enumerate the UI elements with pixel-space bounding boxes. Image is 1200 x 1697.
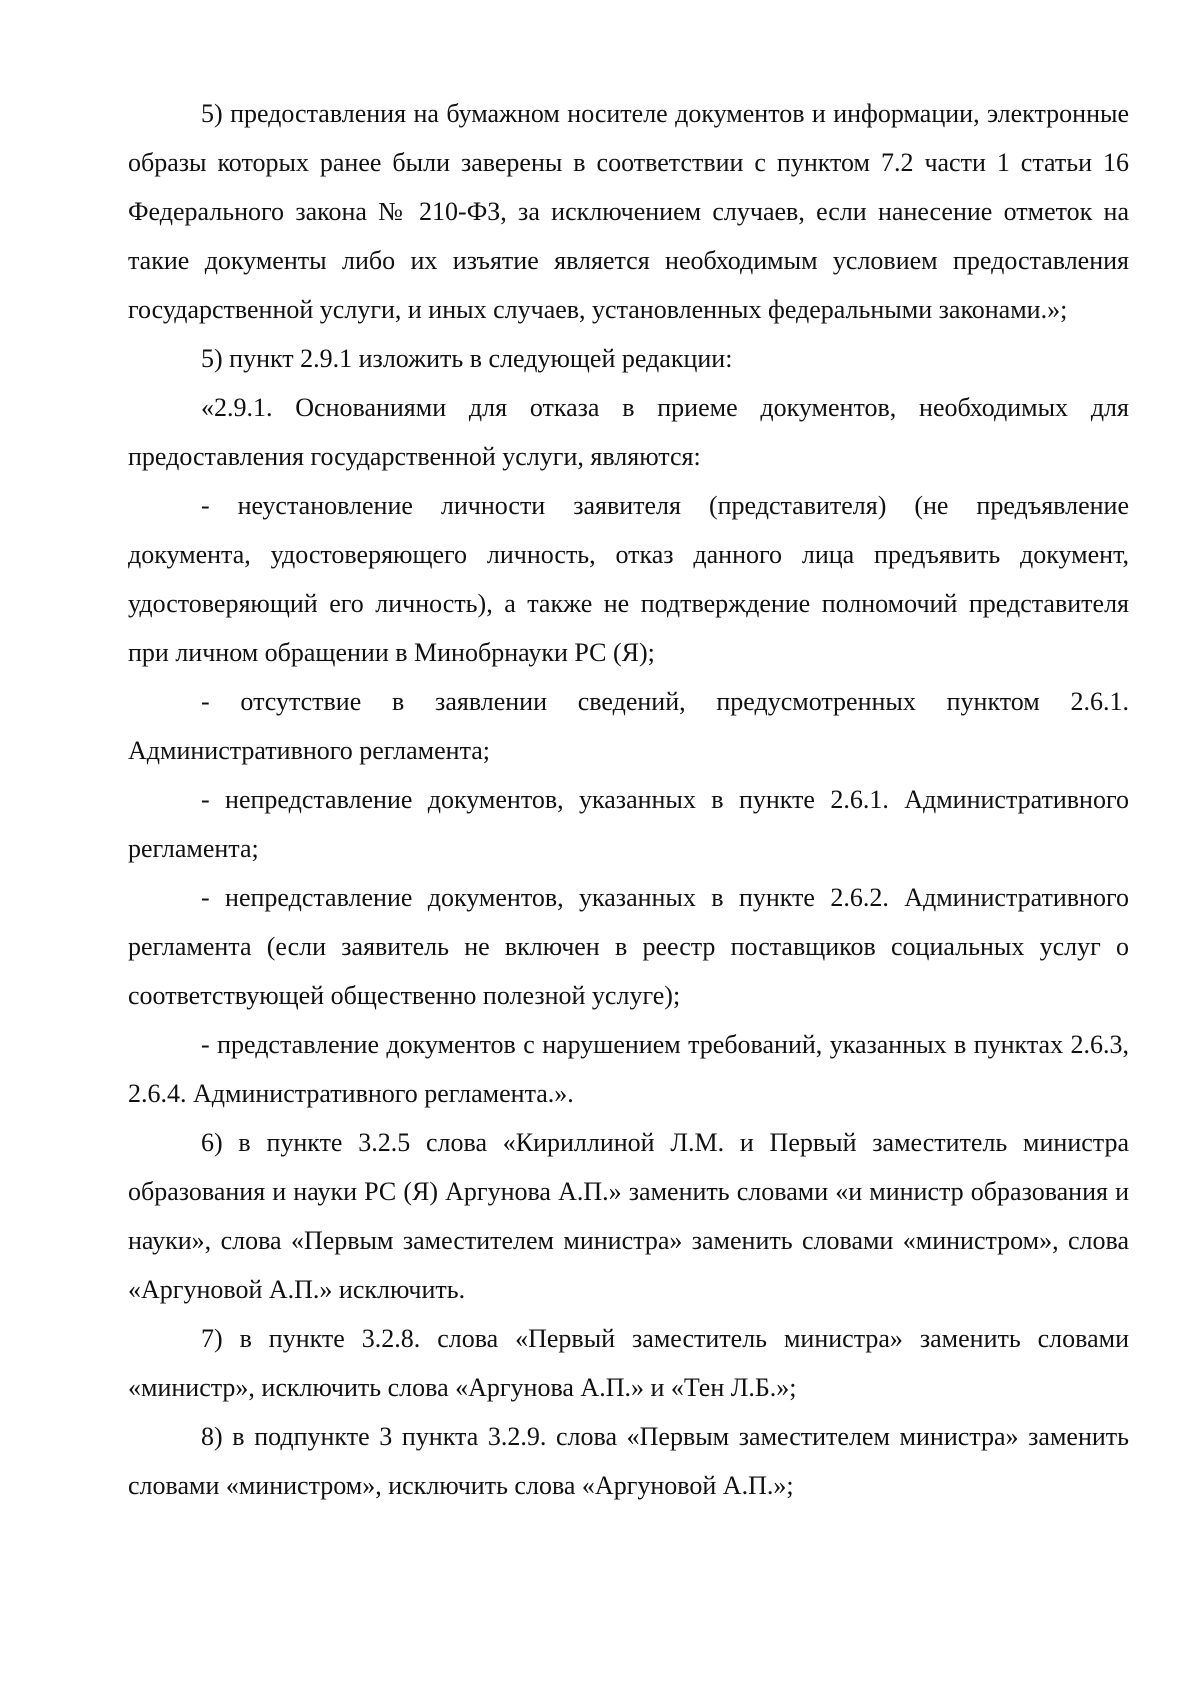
paragraph-point-2-9-1-intro: «2.9.1. Основаниями для отказа в приеме документов, необходимых для предоставления государственной услуги, являются: (128, 393, 1129, 471)
paragraph-dash-missing-info: - отсутствие в заявлении сведений, предусмотренных пунктом 2.6.1. Административного регламента; (128, 687, 1129, 765)
paragraph-item-8-point-3-2-9: 8) в подпункте 3 пункта 3.2.9. слова «Первым заместителем министра» заменить словами «министром», исключить слова «Аргуновой А.П.»; (128, 1422, 1129, 1500)
paragraph-dash-violations: - представление документов с нарушением требований, указанных в пунктах 2.6.3, 2.6.4. Административного регламента.». (128, 1030, 1129, 1108)
paragraph-item-5-point-2-9-1: 5) пункт 2.9.1 изложить в следующей редакции: (201, 344, 733, 373)
paragraph-dash-identity: - неустановление личности заявителя (представителя) (не предъявление документа, удостоверяющего личность, отказ данного лица предъявить документ, удостоверяющий его личность), а также не подтверждение полномочий представителя при личном обращении в Минобрнауки РС (Я); (128, 491, 1129, 667)
paragraph-item-5-paper-documents: 5) предоставления на бумажном носителе документов и информации, электронные образы которых ранее были заверены в соответствии с пунктом 7.2 части 1 статьи 16 Федерального закона № 210-ФЗ, за исключением случаев, если нанесение отметок на такие документы либо их изъятие является необходимым условием предоставления государственной услуги, и иных случаев, установленных федеральными законами.»; (128, 99, 1129, 324)
paragraph-item-6-point-3-2-5: 6) в пункте 3.2.5 слова «Кириллиной Л.М. и Первый заместитель министра образования и науки РС (Я) Аргунова А.П.» заменить словами «и министр образования и науки», слова «Первым заместителем министра» заменить словами «министром», слова «Аргуновой А.П.» исключить. (128, 1128, 1129, 1304)
paragraph-dash-docs-2-6-1: - непредставление документов, указанных в пункте 2.6.1. Административного регламента; (128, 785, 1129, 863)
paragraph-dash-docs-2-6-2: - непредставление документов, указанных в пункте 2.6.2. Административного регламента (если заявитель не включен в реестр поставщиков социальных услуг о соответствующей общественно полезной услуге); (128, 883, 1129, 1010)
paragraph-item-7-point-3-2-8: 7) в пункте 3.2.8. слова «Первый заместитель министра» заменить словами «министр», исключить слова «Аргунова А.П.» и «Тен Л.Б.»; (128, 1324, 1129, 1402)
